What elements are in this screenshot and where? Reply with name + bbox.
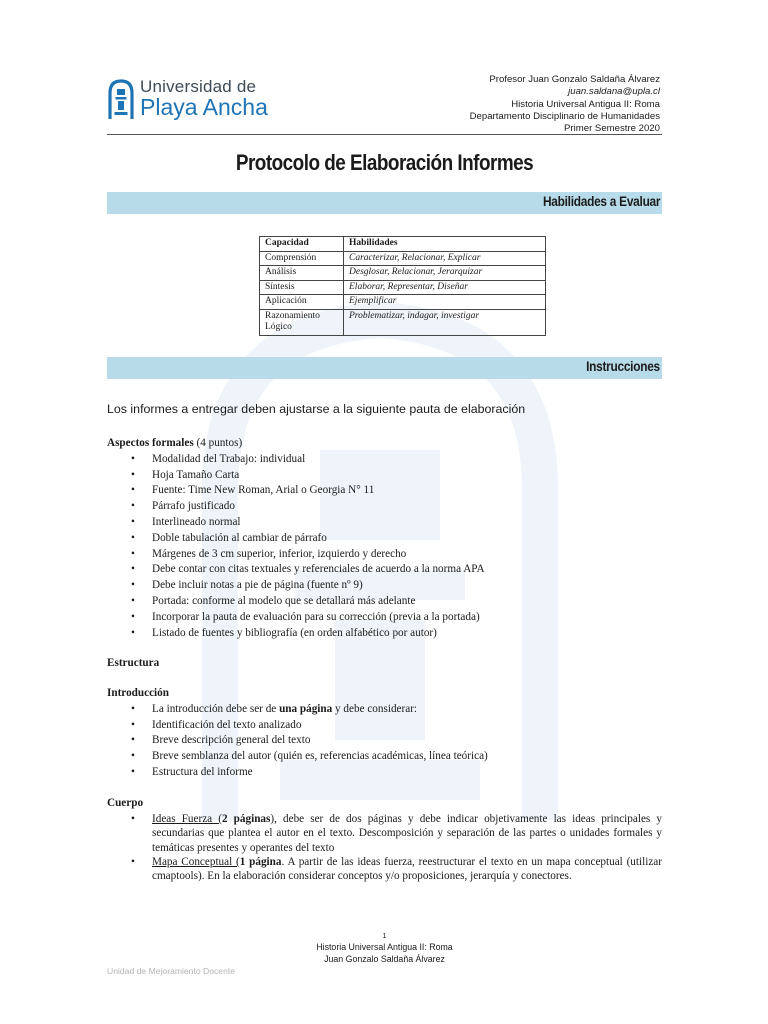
table-header-habilidades: Habilidades: [344, 237, 546, 252]
cuerpo-section: [107, 796, 662, 884]
footer-unit: Unidad de Mejoramiento Docente: [107, 966, 236, 976]
footer-author: Juan Gonzalo Saldaña Álvarez: [324, 954, 445, 964]
list-item: • Márgenes de 3 cm superior, inferior, izquierdo y derecho: [107, 547, 662, 563]
university-logo: [108, 78, 268, 119]
list-item: • Portada: conforme al modelo que se detallará más adelante: [107, 594, 662, 610]
list-item: • Debe contar con citas textuales y referenciales de acuerdo a la norma APA: [107, 562, 662, 578]
introduccion-list: [107, 702, 662, 781]
list-item: • Breve descripción general del texto: [107, 733, 662, 749]
list-item: [107, 702, 662, 718]
list-item: • Debe incluir notas a pie de página (fuente nº 9): [107, 578, 662, 594]
list-item: • Fuente: Time New Roman, Arial o Georgia N° 11: [107, 483, 662, 499]
page-number: 1: [382, 933, 387, 940]
habilidades-cell: Problematizar, indagar, investigar: [344, 309, 546, 335]
list-item: • Párrafo justificado: [107, 499, 662, 515]
professor-info: [470, 74, 660, 135]
cuerpo-heading: Cuerpo: [107, 797, 144, 809]
page-footer: [107, 932, 662, 965]
list-item: • Doble tabulación al cambiar de párrafo: [107, 531, 662, 547]
cuerpo-list: [107, 812, 662, 884]
table-row: [260, 280, 546, 295]
list-item: • Modalidad del Trabajo: individual: [107, 452, 662, 468]
mapa-conceptual-pages: 1 página: [239, 856, 282, 869]
department-name: Departamento Disciplinario de Humanidades: [469, 110, 660, 122]
list-item: • Breve semblanza del autor (quién es, referencias académicas, línea teórica): [107, 749, 662, 765]
aspectos-points: (4 puntos): [196, 437, 243, 449]
logo-line-2: Playa Ancha: [140, 94, 268, 120]
table-row: [260, 251, 546, 266]
table-row: [260, 309, 546, 335]
professor-email[interactable]: juan.saldana@upla.cl: [568, 86, 660, 98]
section-bar-habilidades: [107, 192, 662, 214]
introduccion-heading: Introducción: [107, 687, 169, 699]
intro-item-text-post: y debe considerar:: [332, 702, 418, 715]
list-item: • Estructura del informe: [107, 765, 662, 781]
estructura-heading: Estructura: [107, 657, 160, 669]
estructura-section: [107, 656, 662, 672]
aspectos-list: [107, 452, 662, 642]
course-name: Historia Universal Antigua II: Roma: [511, 98, 660, 110]
capacidad-cell: Análisis: [260, 266, 344, 281]
list-item: • Incorporar la pauta de evaluación para su corrección (previa a la portada): [107, 610, 662, 626]
list-item: [107, 812, 662, 855]
header-divider: [107, 134, 662, 135]
semester: Primer Semestre 2020: [564, 123, 660, 135]
table-row: [260, 266, 546, 281]
ideas-fuerza-text: ), debe ser de dos páginas y debe indicar objetivamente las ideas principales y secundarias que plantea el autor en el texto. Descomposición y separación de las partes o unidades formales y temáticas presentes y operantes del texto: [152, 812, 662, 854]
capacidad-cell: Razonamiento Lógico: [260, 309, 344, 335]
capacidad-cell: Aplicación: [260, 295, 344, 310]
capacidad-cell: Síntesis: [260, 280, 344, 295]
ideas-fuerza-pages: 2 páginas: [221, 812, 271, 825]
capacidad-cell: Comprensión: [260, 251, 344, 266]
habilidades-cell: Desglosar, Relacionar, Jerarquizar: [344, 266, 546, 281]
university-crest-icon: [108, 79, 134, 119]
section-bar-instrucciones: [107, 357, 662, 379]
habilidades-cell: Ejemplificar: [344, 295, 546, 310]
logo-line-1: Universidad de: [140, 77, 257, 96]
aspectos-heading: Aspectos formales: [107, 437, 194, 449]
mapa-conceptual-label: Mapa Conceptual (: [152, 856, 240, 869]
table-header-row: [260, 237, 546, 252]
list-item: [107, 855, 662, 884]
aspectos-formales-section: [107, 436, 662, 641]
skills-table: [259, 236, 546, 336]
list-item: • Interlineado normal: [107, 515, 662, 531]
habilidades-cell: Elaborar, Representar, Diseñar: [344, 280, 546, 295]
footer-course: Historia Universal Antigua II: Roma: [316, 942, 453, 952]
intro-item-bold: una página: [279, 702, 333, 715]
section-heading-instrucciones: Instrucciones: [586, 359, 660, 374]
document-title: Protocolo de Elaboración Informes: [235, 150, 534, 175]
professor-name: Profesor Juan Gonzalo Saldaña Álvarez: [489, 74, 660, 85]
list-item: • Identificación del texto analizado: [107, 718, 662, 734]
habilidades-cell: Caracterizar, Relacionar, Explicar: [344, 251, 546, 266]
list-item: • Hoja Tamaño Carta: [107, 468, 662, 484]
list-item: • Listado de fuentes y bibliografía (en orden alfabético por autor): [107, 626, 662, 642]
mapa-conceptual-text: . A partir de las ideas fuerza, reestructurar el texto en un mapa conceptual (utilizar cmaptools). En la elaboración considerar conceptos y/o proposiciones, jerarquía y conectores.: [152, 856, 662, 883]
ideas-fuerza-label: Ideas Fuerza (: [152, 812, 222, 825]
intro-sentence: Los informes a entregar deben ajustarse a la siguiente pauta de elaboración: [107, 402, 526, 416]
introduccion-section: [107, 686, 662, 781]
table-row: [260, 295, 546, 310]
intro-item-text-pre: La introducción debe ser de: [152, 702, 280, 715]
table-header-capacidad: Capacidad: [260, 237, 344, 252]
section-heading-habilidades: Habilidades a Evaluar: [542, 194, 660, 209]
